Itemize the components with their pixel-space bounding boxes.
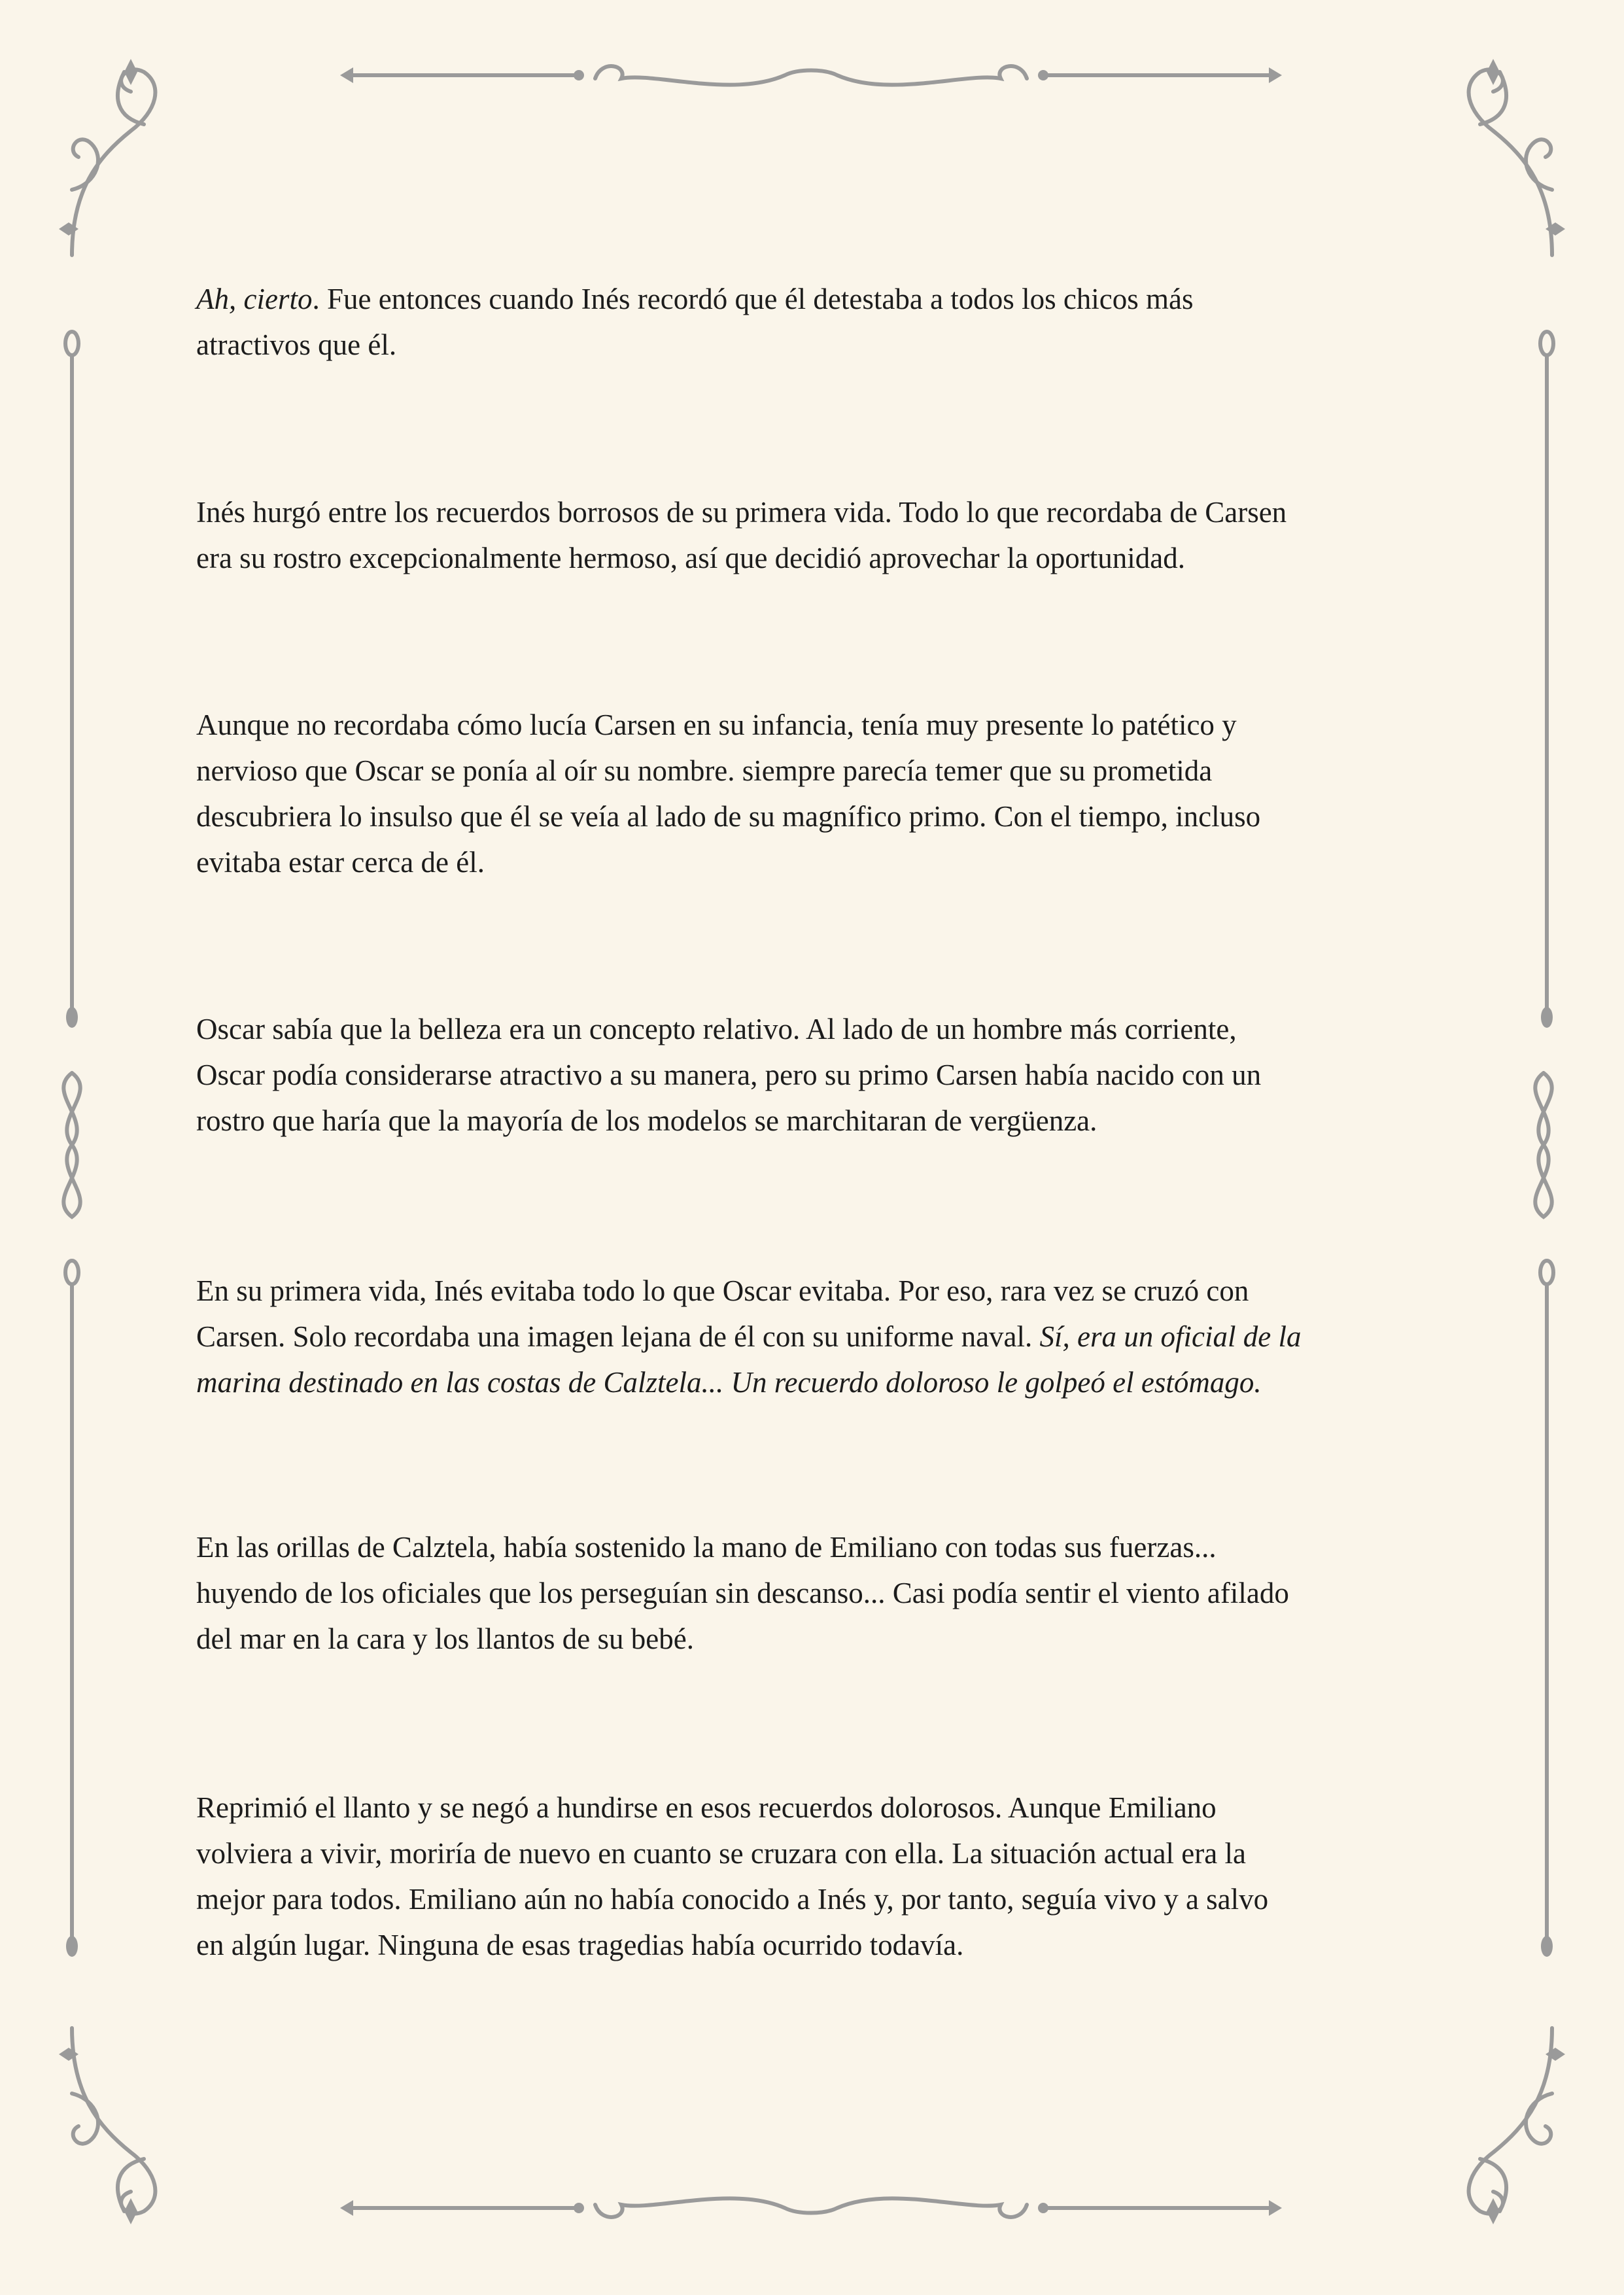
- italic-text-segment: marina destinado en las costas de Calztela... Un recuerdo doloroso le golpeó el estómago.: [196, 1366, 1262, 1399]
- text-line: [196, 1831, 1439, 1876]
- text-line: [196, 489, 1439, 535]
- right-border-rod-upper-icon: [1534, 327, 1560, 1034]
- text-line: [196, 702, 1439, 748]
- top-divider-flourish-icon: [340, 52, 1282, 111]
- text-segment: volviera a vivir, moriría de nuevo en cuanto se cruzara con ella. La situación actual era la: [196, 1837, 1246, 1870]
- text-segment: En su primera vida, Inés evitaba todo lo que Oscar evitaba. Por eso, rara vez se cruzó con: [196, 1274, 1249, 1307]
- text-segment: Carsen. Solo recordaba una imagen lejana de él con su uniforme naval.: [196, 1320, 1040, 1353]
- text-line: [196, 748, 1439, 794]
- text-segment: Aunque no recordaba cómo lucía Carsen en su infancia, tenía muy presente lo patético y: [196, 709, 1237, 741]
- corner-flourish-bottom-left-icon: [59, 2008, 170, 2224]
- text-line: [196, 535, 1439, 581]
- text-line: [196, 276, 1439, 322]
- text-line: [196, 1098, 1439, 1144]
- text-line: [196, 1314, 1439, 1359]
- italic-text-segment: Sí, era un oficial de la: [1039, 1320, 1302, 1353]
- text-segment: nervioso que Oscar se ponía al oír su nombre. siempre parecía temer que su prometida: [196, 754, 1213, 787]
- paragraph: [196, 702, 1439, 885]
- text-segment: huyendo de los oficiales que los perseguían sin descanso... Casi podía sentir el viento afilado: [196, 1577, 1289, 1609]
- text-segment: Reprimió el llanto y se negó a hundirse en esos recuerdos dolorosos. Aunque Emiliano: [196, 1791, 1217, 1824]
- text-segment: rostro que haría que la mayoría de los modelos se marchitaran de vergüenza.: [196, 1104, 1097, 1137]
- text-line: [196, 1616, 1439, 1662]
- text-segment: En las orillas de Calztela, había sostenido la mano de Emiliano con todas sus fuerzas...: [196, 1531, 1217, 1564]
- text-line: [196, 1524, 1439, 1570]
- left-infinity-flourish-icon: [46, 1066, 105, 1223]
- paragraph: [196, 276, 1439, 368]
- paragraph: [196, 489, 1439, 581]
- text-line: [196, 1876, 1439, 1922]
- text-line: [196, 1268, 1439, 1314]
- paragraph: [196, 1785, 1439, 1968]
- text-line: [196, 322, 1439, 368]
- text-segment: atractivos que él.: [196, 328, 397, 361]
- text-segment: descubriera lo insulso que él se veía al lado de su magnífico primo. Con el tiempo, incluso: [196, 800, 1261, 833]
- text-segment: era su rostro excepcionalmente hermoso, así que decidió aprovechar la oportunidad.: [196, 542, 1185, 574]
- text-segment: . Fue entonces cuando Inés recordó que él detestaba a todos los chicos más: [312, 283, 1194, 315]
- text-line: [196, 1922, 1439, 1968]
- corner-flourish-top-left-2-icon: [59, 59, 124, 170]
- right-border-rod-lower-icon: [1534, 1256, 1560, 1963]
- text-segment: mejor para todos. Emiliano aún no había conocido a Inés y, por tanto, seguía vivo y a salvo: [196, 1883, 1269, 1916]
- corner-flourish-bottom-right-icon: [1454, 2008, 1565, 2224]
- text-line: [196, 1052, 1439, 1098]
- left-border-rod-upper-icon: [59, 327, 85, 1034]
- text-segment: del mar en la cara y los llantos de su bebé.: [196, 1622, 694, 1655]
- text-line: [196, 1785, 1439, 1831]
- text-segment: Inés hurgó entre los recuerdos borrosos de su primera vida. Todo lo que recordaba de Carsen: [196, 496, 1287, 529]
- bottom-divider-flourish-icon: [340, 2172, 1282, 2231]
- left-border-rod-lower-icon: [59, 1256, 85, 1963]
- text-line: [196, 1359, 1439, 1405]
- text-segment: evitaba estar cerca de él.: [196, 846, 485, 879]
- text-line: [196, 1006, 1439, 1052]
- paragraph: [196, 1006, 1439, 1144]
- text-segment: en algún lugar. Ninguna de esas tragedias había ocurrido todavía.: [196, 1929, 964, 1961]
- text-line: [196, 794, 1439, 839]
- text-segment: Oscar podía considerarse atractivo a su manera, pero su primo Carsen había nacido con un: [196, 1059, 1262, 1091]
- text-segment: Oscar sabía que la belleza era un concepto relativo. Al lado de un hombre más corriente,: [196, 1013, 1237, 1045]
- corner-flourish-top-right-icon: [1454, 59, 1565, 275]
- paragraph: [196, 1268, 1439, 1405]
- paragraph: [196, 1524, 1439, 1662]
- text-line: [196, 1570, 1439, 1616]
- italic-text-segment: Ah, cierto: [196, 283, 313, 315]
- text-line: [196, 839, 1439, 885]
- right-infinity-flourish-icon: [1517, 1066, 1576, 1223]
